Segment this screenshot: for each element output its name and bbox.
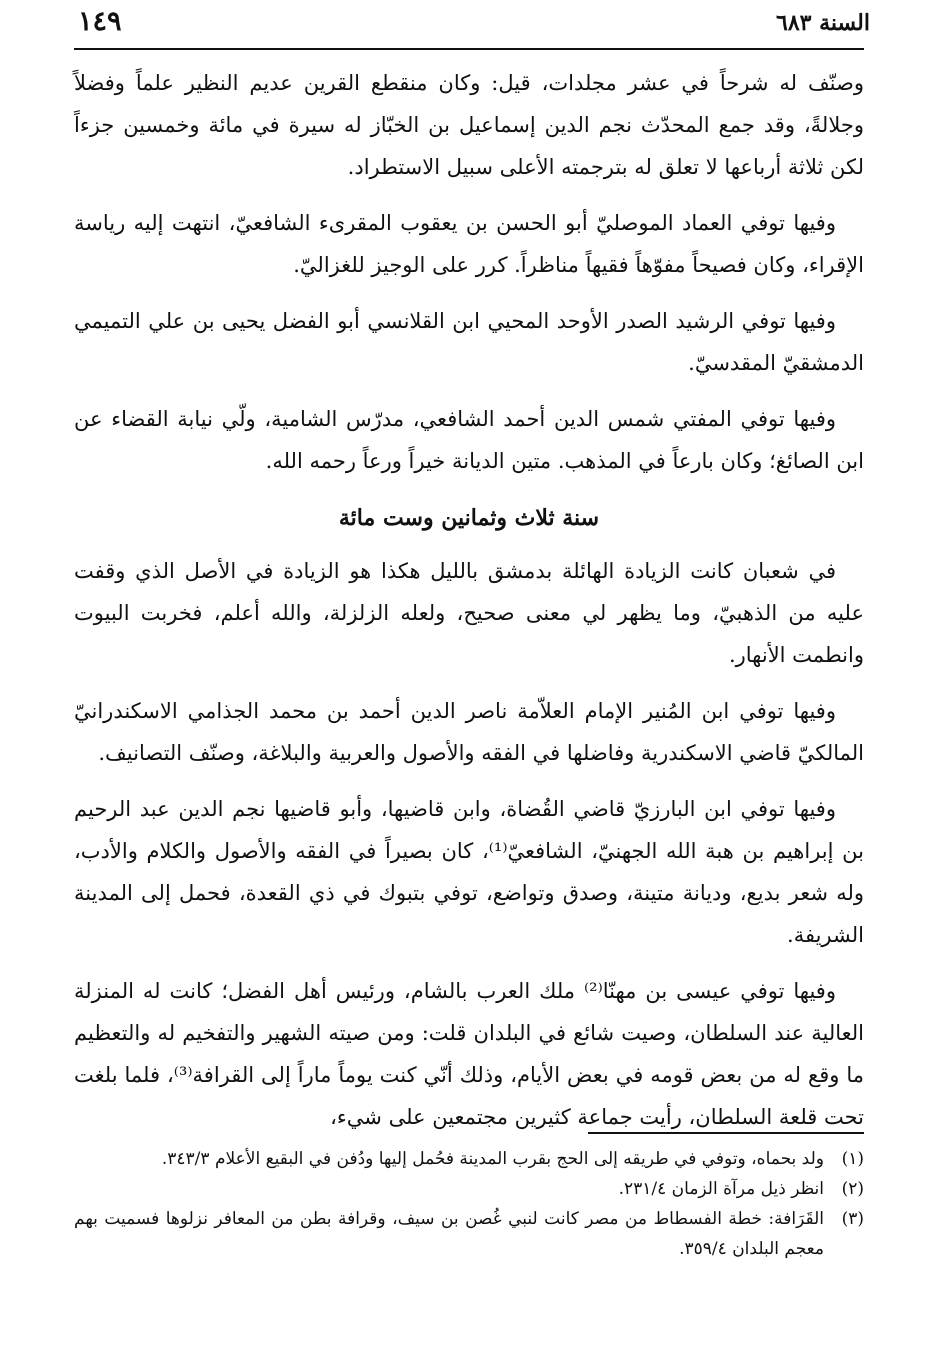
paragraph: في شعبان كانت الزيادة الهائلة بدمشق بالليل هكذا هو الزيادة في الأصل الذي وقفت عليه من الذهبيّ، وما يظهر لي معنى صحيح، ولعله الزلزلة، والله أعلم، فخربت البيوت وانطمت الأنهار. (74, 559, 864, 667)
header-rule (74, 48, 864, 50)
paragraph: وفيها توفي ابن المُنير الإمام العلاّمة ناصر الدين أحمد بن محمد الجذامي الاسكندرانيّ المالكيّ قاضي الاسكندرية وفاضلها في الفقه والأصول والعربية والبلاغة، وصنّف التصانيف. (74, 699, 864, 765)
paragraph: وصنّف له شرحاً في عشر مجلدات، قيل: وكان منقطع القرين عديم النظير علماً وفضلاً وجلالةً، وقد جمع المحدّث نجم الدين إسماعيل بن الخبّاز له سيرة في مائة وخمسين جزءاً لكن ثلاثة أرباعها لا تعلق له بترجمته الأعلى سبيل الاستطراد. (74, 71, 864, 179)
section-heading: سنة ثلاث وثمانين وست مائة (338, 505, 600, 531)
paragraph: وفيها توفي الرشيد الصدر الأوحد المحيي ابن القلانسي أبو الفضل يحيى بن علي التميمي الدمشقيّ المقدسيّ. (74, 309, 864, 375)
footnote (74, 1204, 864, 1264)
footnotes (74, 1144, 864, 1264)
footnote (74, 1144, 864, 1174)
footnote-rule (588, 1132, 864, 1134)
paragraph: وفيها توفي ابن البارزيّ قاضي القُضاة، وابن قاضيها، وأبو قاضيها نجم الدين عبد الرحيم بن إبراهيم بن هبة الله الجهنيّ، الشافعيّ⁽¹⁾، كان بصيراً في الفقه والأصول والكلام والأدب، وله شعر بديع، وديانة متينة، وصدق وتواضع، توفي بتبوك في ذي القعدة، فحمل إلى المدينة الشريفة. (74, 797, 864, 947)
paragraph: وفيها توفي العماد الموصليّ أبو الحسن بن يعقوب المقرىء الشافعيّ، انتهت إليه رياسة الإقراء، وكان فصيحاً مفوّهاً فقيهاً مناظراً. كرر على الوجيز للغزاليّ. (74, 211, 864, 277)
footnote-number: (٣) (841, 1209, 864, 1229)
main-text (74, 62, 864, 1152)
footnote-number: (١) (841, 1149, 864, 1169)
footnote-text: القَرَافة: خطة الفسطاط من مصر كانت لنبي غُصن بن سيف، وقرافة بطن من المعافر نزلوها فسميت بهم معجم البلدان ٣٥٩/٤. (74, 1209, 824, 1259)
footnote (74, 1174, 864, 1204)
running-title: السنة ٦٨٣ (776, 10, 870, 36)
paragraph: وفيها توفي المفتي شمس الدين أحمد الشافعي، مدرّس الشامية، ولّي نيابة القضاء عن ابن الصائغ؛ وكان بارعاً في المذهب. متين الديانة خيراً ورعاً رحمه الله. (74, 407, 864, 473)
footnote-number: (٢) (841, 1179, 864, 1199)
page-number: ١٤٩ (78, 6, 122, 37)
paragraph: وفيها توفي عيسى بن مهنّا⁽²⁾ ملك العرب بالشام، ورئيس أهل الفضل؛ كانت له المنزلة العالية عند السلطان، وصيت شائع في البلدان قلت: ومن صيته الشهير والتفخيم له والتعظيم ما وقع له من بعض قومه في بعض الأيام، وذلك أنّي كنت يوماً ماراً إلى القرافة⁽³⁾، فلما بلغت تحت قلعة السلطان، رأيت جماعة كثيرين مجتمعين على شيء، (74, 979, 864, 1129)
page-header (70, 6, 870, 46)
footnote-text: ولد بحماه، وتوفي في طريقه إلى الحج بقرب المدينة فحُمل إليها ودُفن في البقيع الأعلام ٣٤٣/٣. (161, 1149, 824, 1169)
footnote-text: انظر ذيل مرآة الزمان ٢٣١/٤. (618, 1179, 824, 1199)
